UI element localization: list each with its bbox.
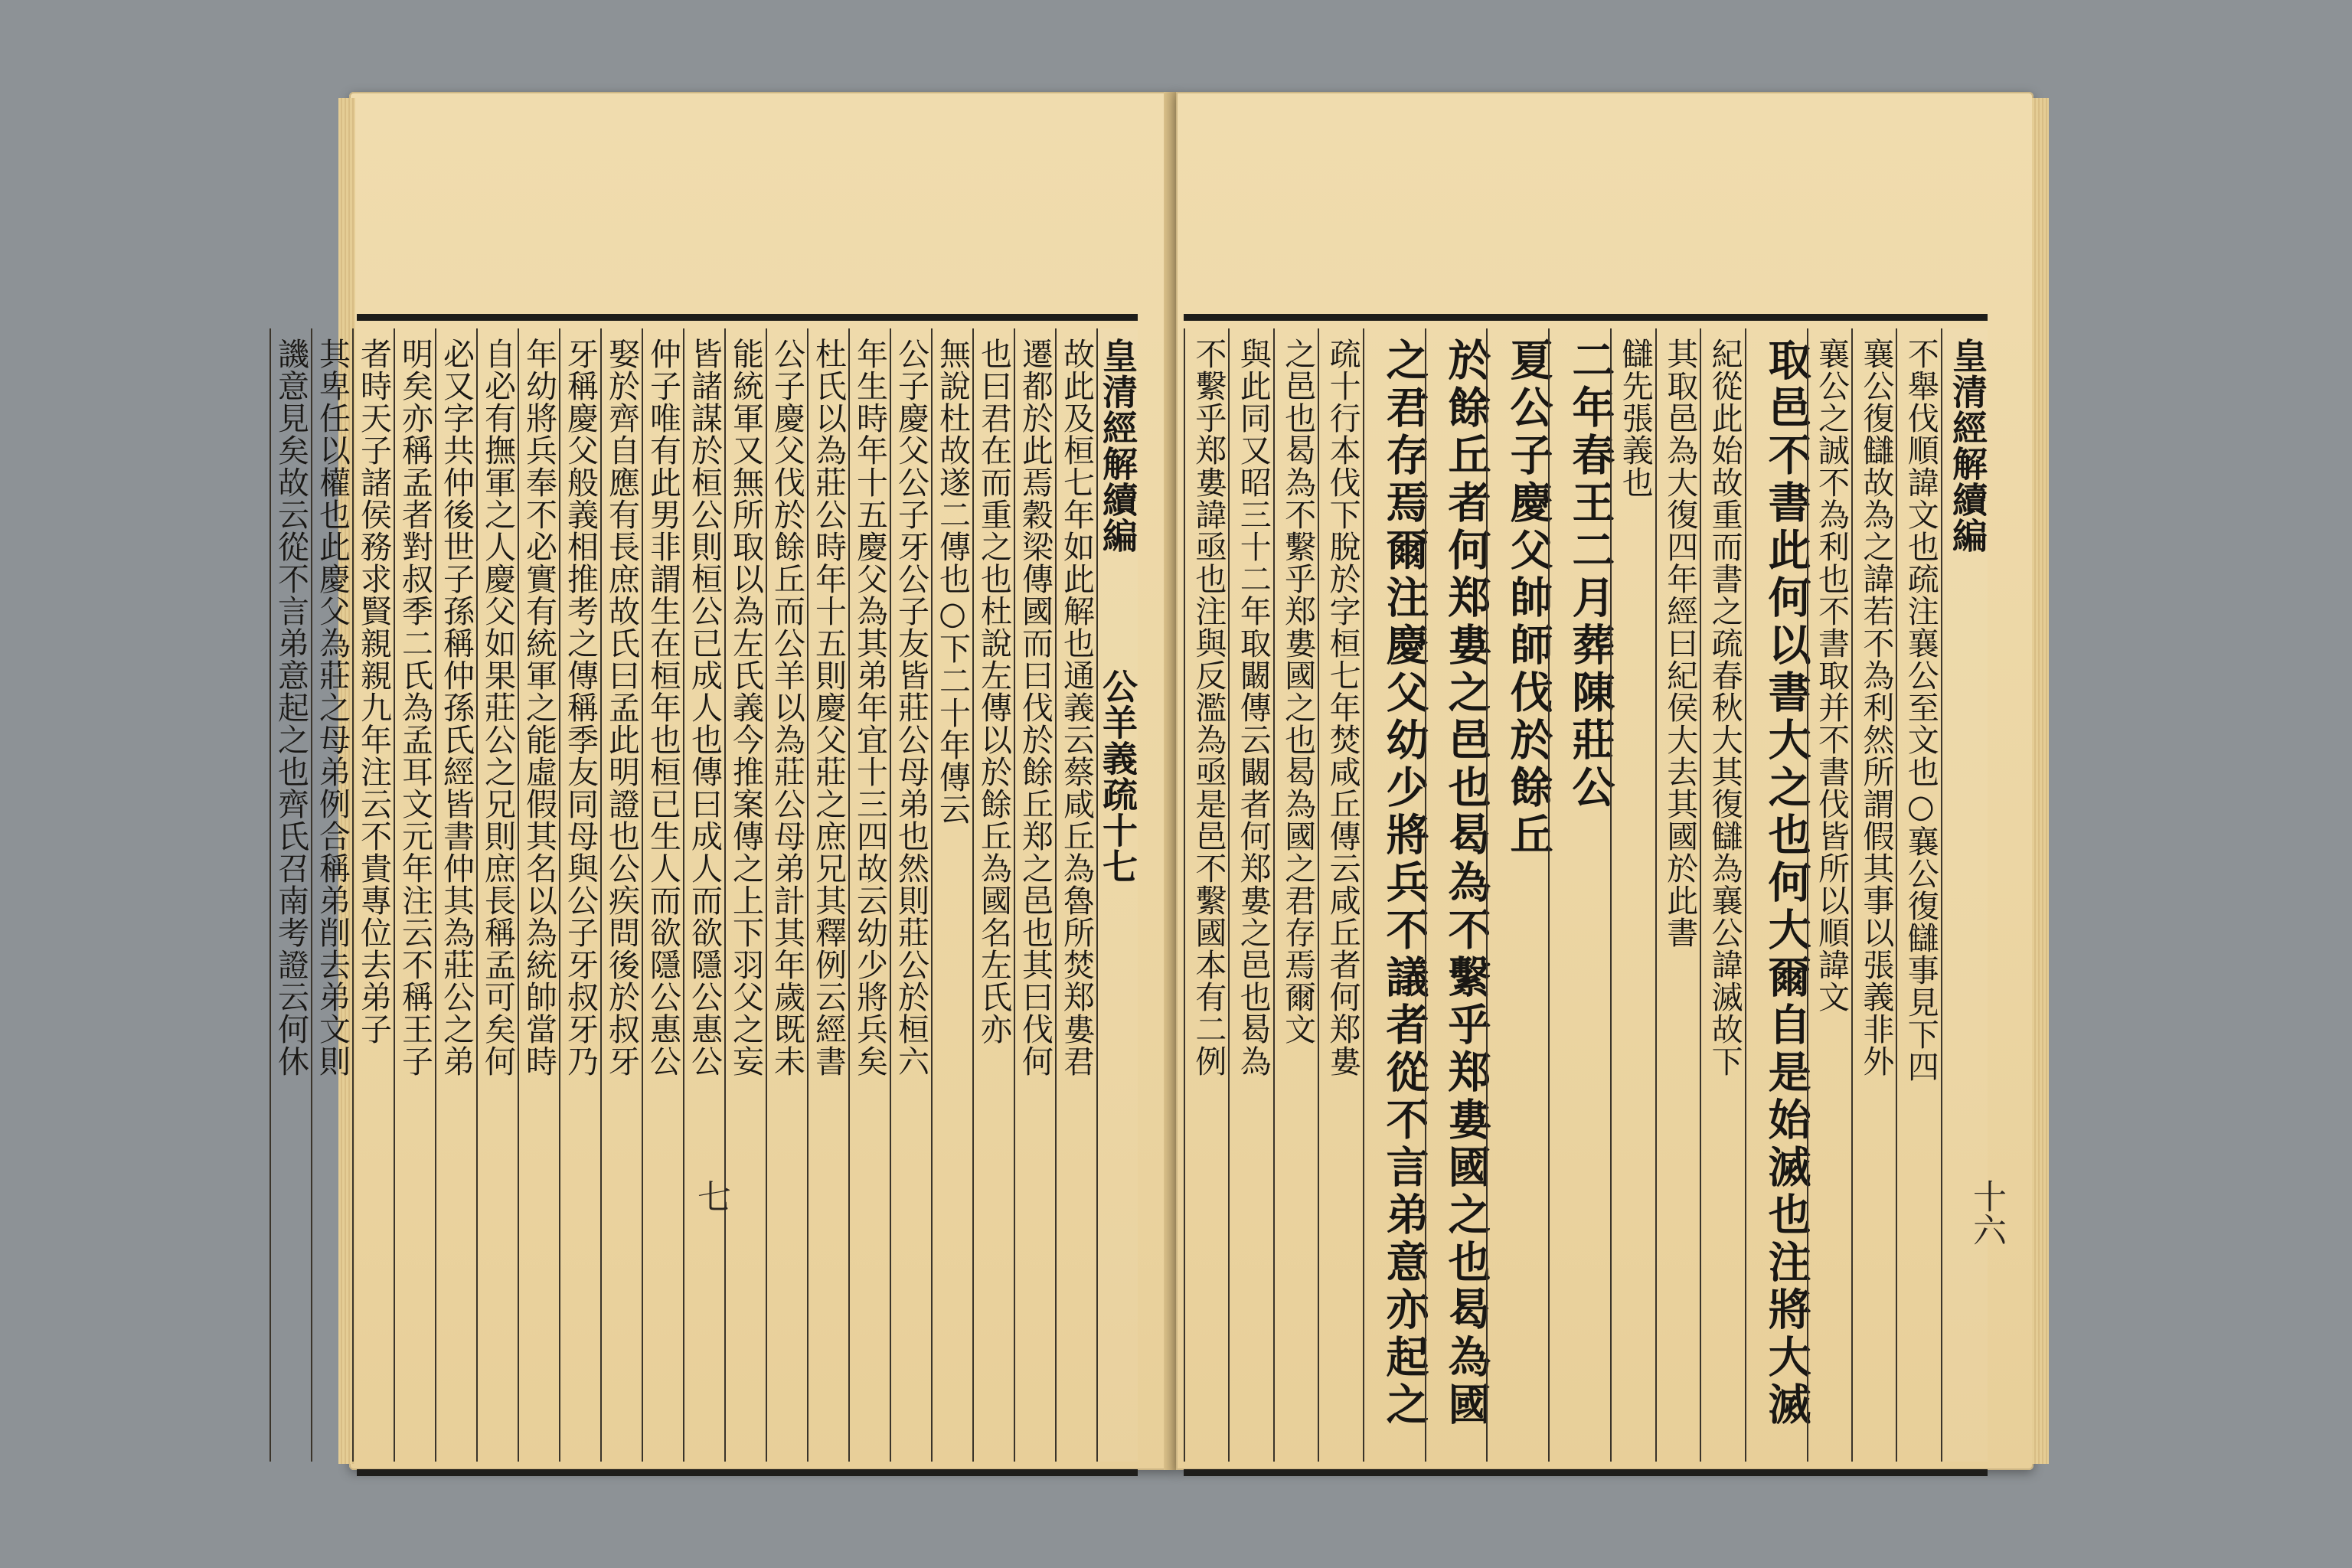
text-column: 襄公復讎故為之諱若不為利然所謂假其事以張義非外: [1851, 328, 1896, 1462]
text-column: 譏意見矣故云從不言弟意起之也齊氏召南考證云何休: [270, 328, 311, 1462]
text-column: 於餘丘者何郑婁之邑也曷為不繫乎郑婁國之也曷為國: [1425, 328, 1487, 1462]
left-text-columns: [273, 328, 1138, 1462]
left-header-column: [1096, 328, 1138, 1462]
left-page-number: 七: [691, 1179, 730, 1213]
text-column: 二年春王二月葬陳莊公: [1548, 328, 1610, 1462]
right-text-frame: [1184, 314, 1988, 1476]
left-page: [273, 92, 1176, 1470]
right-page-number: 十六: [1967, 1179, 2006, 1246]
text-column: 牙稱慶父般義相推考之傳稱季友同母與公子牙叔牙乃: [559, 328, 600, 1462]
text-column: 娶於齊自應有長庶故氏曰孟此明證也公疾問後於叔牙: [600, 328, 642, 1462]
text-column: 公子慶父伐於餘丘而公羊以為莊公母弟計其年歲既未: [766, 328, 807, 1462]
text-column: 之君存焉爾注慶父幼少將兵不議者從不言弟意亦起之: [1363, 328, 1425, 1462]
right-text-columns: [1184, 328, 1988, 1462]
right-header: 皇清經解續編: [1947, 338, 1988, 554]
text-column: 明矣亦稱孟者對叔季二氏為孟耳文元年注云不稱王子: [394, 328, 435, 1462]
text-column: 杜氏以為莊公時年十五則慶父莊之庶兄其釋例云經書: [807, 328, 848, 1462]
right-page: [1176, 92, 2034, 1470]
text-column: 不繫乎郑婁諱亟也注與反濫為亟是邑不繫國本有二例: [1184, 328, 1228, 1462]
text-column: 皆諸謀於桓公則桓公已成人也傳曰成人而欲隱公惠公: [683, 328, 724, 1462]
text-column: 年生時年十五慶父為其弟年宜十三四故云幼少將兵矣: [848, 328, 890, 1462]
text-column: 襄公之誠不為利也不書取并不書伐皆所以順諱文: [1807, 328, 1851, 1462]
text-column: 之邑也曷為不繫乎郑婁國之也曷為國之君存焉爾文: [1273, 328, 1318, 1462]
text-column: 故此及桓七年如此解也通義云蔡咸丘為魯所焚郑婁君: [1055, 328, 1096, 1462]
text-column: 與此同又昭三十二年取闞傳云闞者何郑婁之邑也曷為: [1228, 328, 1272, 1462]
text-column: 不舉伐順諱文也疏注襄公至文也○襄公復讎事見下四: [1896, 328, 1940, 1462]
text-column: 自必有撫軍之人慶父如果莊公之兄則庶長稱孟可矣何: [476, 328, 518, 1462]
left-text-frame: [273, 314, 1138, 1476]
text-column: 其卑任以權也此慶父為莊之母弟例合稱弟削去弟文則: [311, 328, 352, 1462]
text-column: 也曰君在而重之也杜說左傳以於餘丘為國名左氏亦: [972, 328, 1014, 1462]
text-column: 疏十行本伐下脫於字桓七年焚咸丘傳云咸丘者何郑婁: [1318, 328, 1362, 1462]
text-column: 讎先張義也: [1610, 328, 1655, 1462]
left-header: 皇清經解續編: [1097, 338, 1138, 554]
book-spread: [273, 92, 2044, 1485]
text-column: 年幼將兵奉不必實有統軍之能虛假其名以為統帥當時: [518, 328, 559, 1462]
text-column: 公子慶父公子牙公子友皆莊公母弟也然則莊公於桓六: [890, 328, 931, 1462]
text-column: 者時天子諸侯務求賢親親九年注云不貴專位去弟子: [352, 328, 394, 1462]
text-column: 其取邑為大復四年經曰紀侯大去其國於此書: [1655, 328, 1700, 1462]
text-column: 必又字共仲後世子孫稱仲孫氏經皆書仲其為莊公之弟: [435, 328, 476, 1462]
text-column: 仲子唯有此男非謂生在桓年也桓已生人而欲隱公惠公: [642, 328, 683, 1462]
text-column: 夏公子慶父帥師伐於餘丘: [1486, 328, 1548, 1462]
text-column: 紀從此始故重而書之疏春秋大其復讎為襄公諱滅故下: [1700, 328, 1744, 1462]
left-section-title: 公羊義疏十七: [1097, 668, 1138, 884]
text-column: 取邑不書此何以書大之也何大爾自是始滅也注將大滅: [1745, 328, 1807, 1462]
text-column: 能統軍又無所取以為左氏義今推案傳之上下羽父之妄: [724, 328, 766, 1462]
text-column: 無說杜故遂二傳也○下二十年傳云: [931, 328, 972, 1462]
right-header-column: [1941, 328, 1988, 1462]
right-page-edge: [2032, 98, 2049, 1464]
text-column: 遷都於此焉穀梁傳國而曰伐於餘丘郑之邑也其曰伐何: [1014, 328, 1055, 1462]
